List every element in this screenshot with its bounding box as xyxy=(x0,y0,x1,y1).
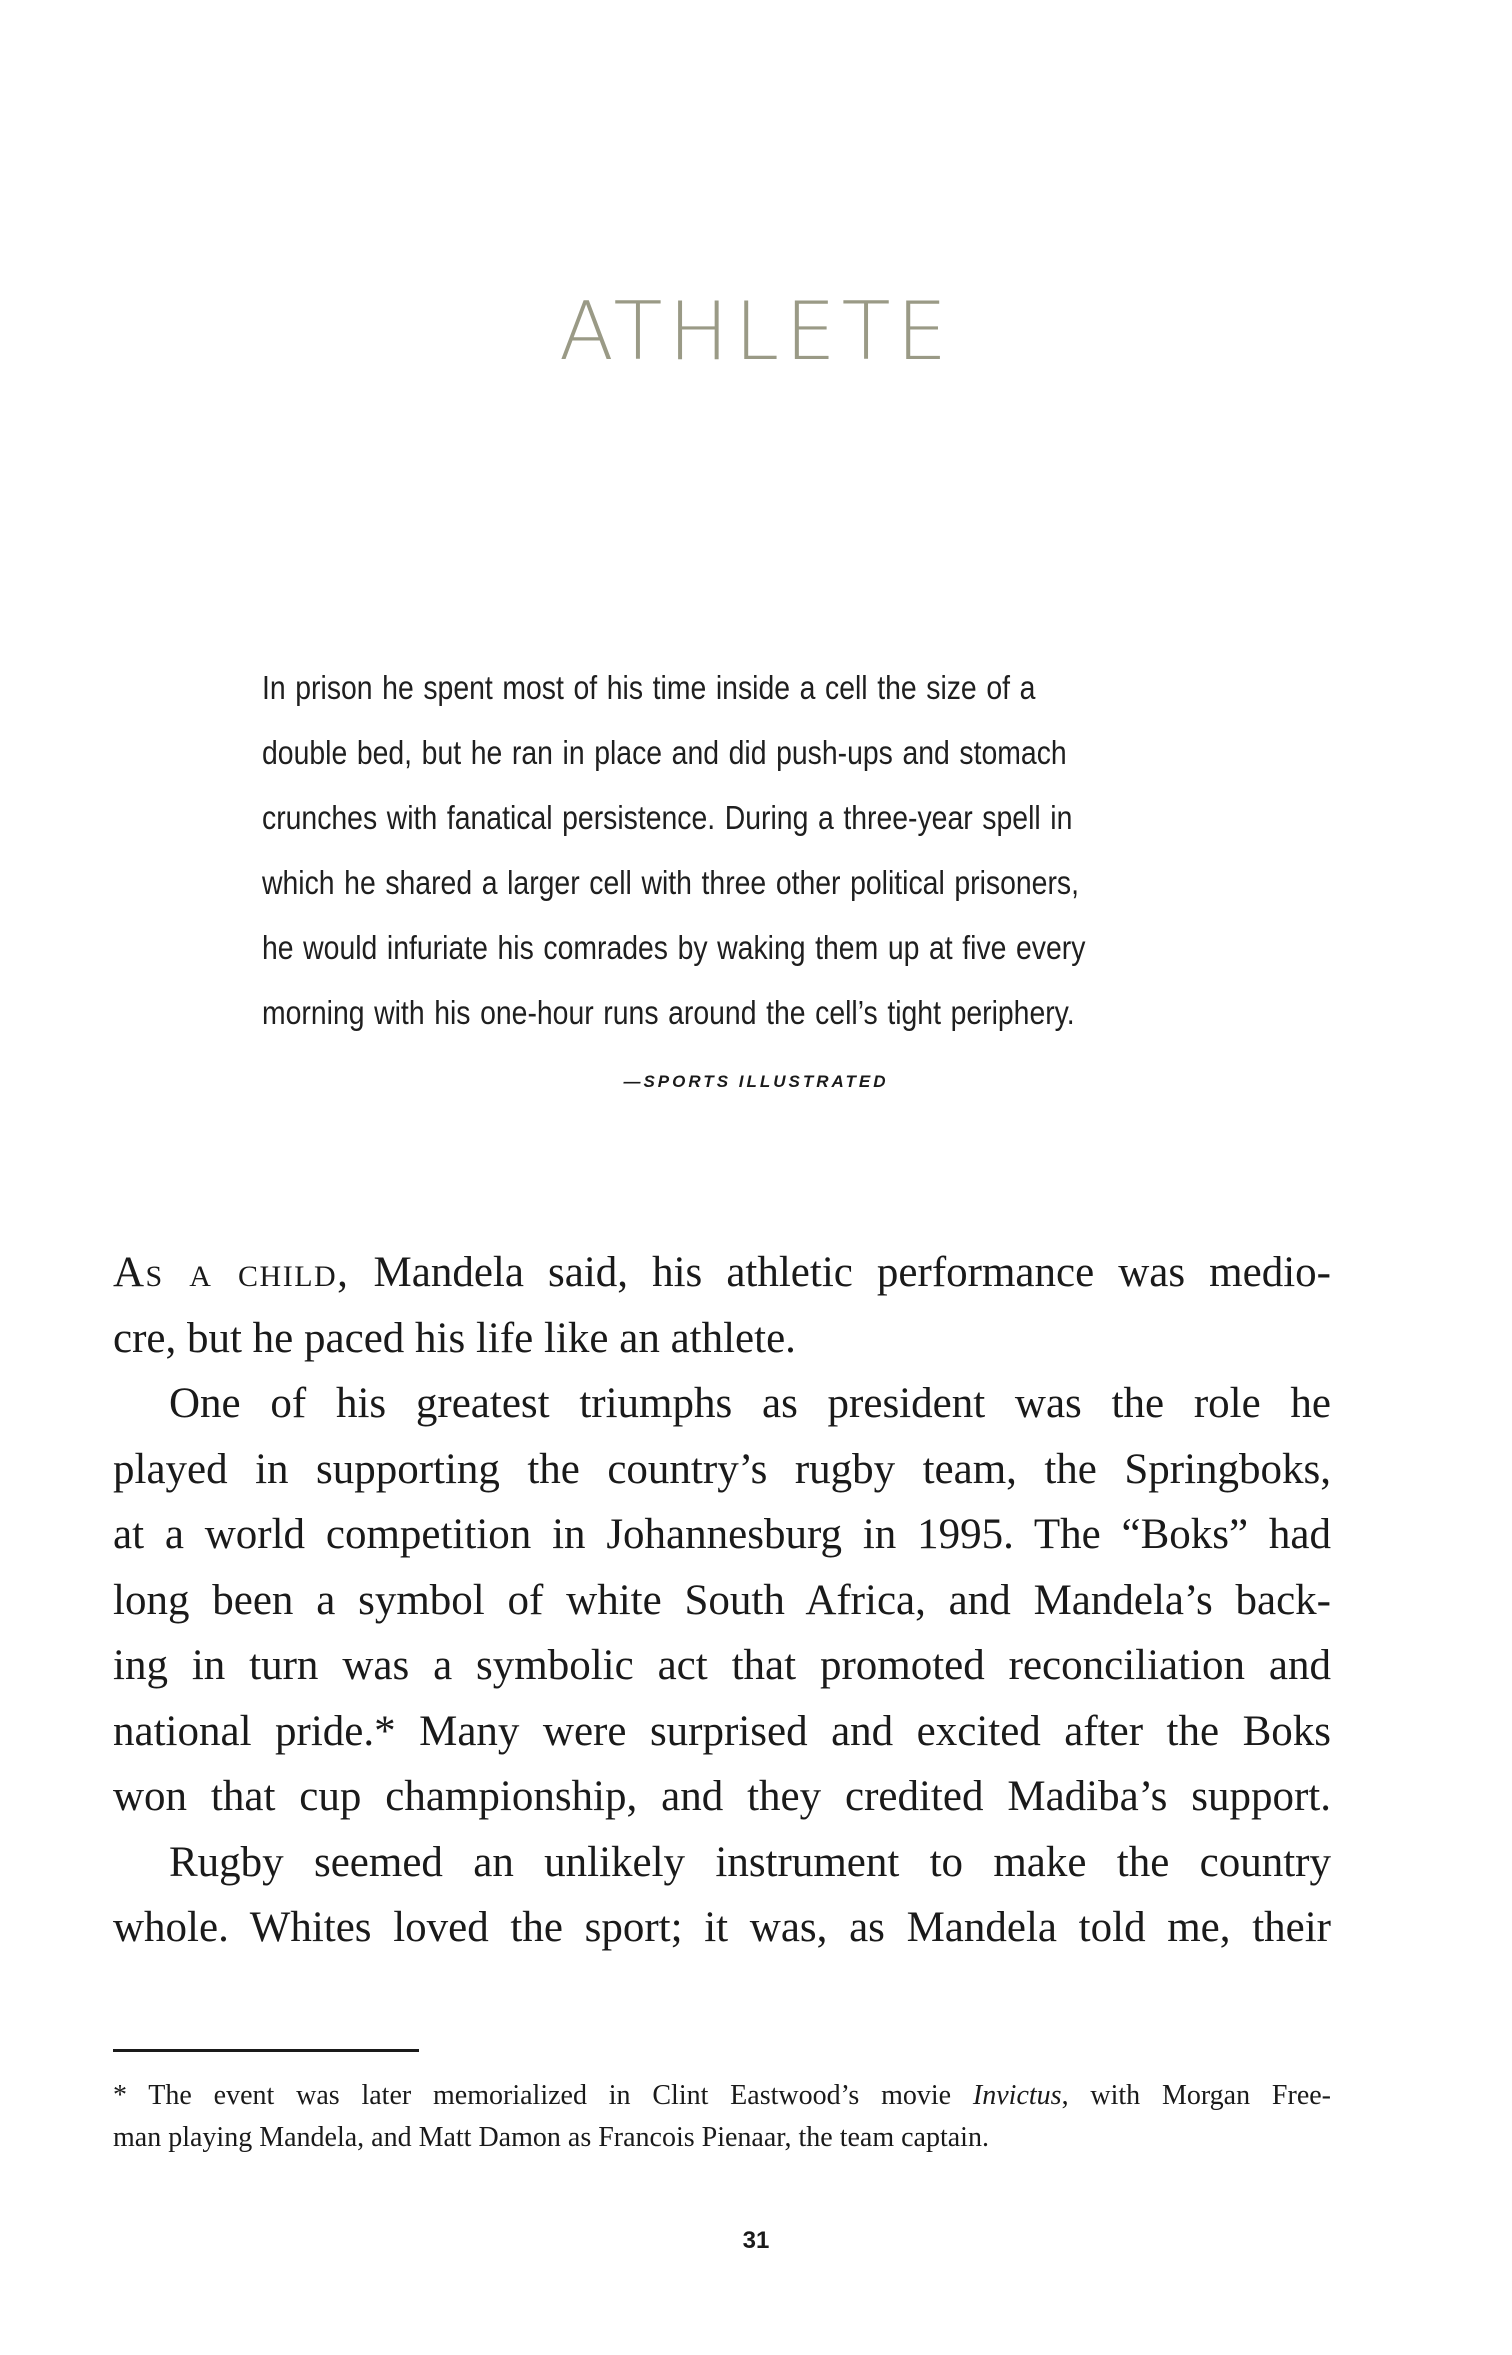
epigraph-line: crunches with fanatical persistence. During a three-year spell in xyxy=(262,799,1073,836)
epigraph-line: In prison he spent most of his time inside a cell the size of a xyxy=(262,669,1036,706)
paragraph-1-line-2: cre, but he paced his life like an athlete. xyxy=(113,1314,796,1362)
paragraph-2-line: played in supporting the country’s rugby team, the Springboks, xyxy=(113,1445,1331,1493)
footnote-text: * The event was later memorialized in Clint Eastwood’s movie xyxy=(113,2080,973,2111)
epigraph-line: he would infuriate his comrades by waking them up at five every xyxy=(262,929,1086,966)
paragraph-2-line: long been a symbol of white South Africa, and Mandela’s back- xyxy=(113,1576,1331,1624)
paragraph-3-line: whole. Whites loved the sport; it was, as Mandela told me, their xyxy=(113,1904,1331,1951)
footnote-movie-title: Invictus xyxy=(972,2080,1062,2111)
footnote xyxy=(113,2075,1331,2159)
epigraph-line: morning with his one-hour runs around the cell’s tight periphery. xyxy=(262,994,1075,1031)
footnote-line-1 xyxy=(113,2075,1331,2117)
epigraph-quote xyxy=(262,655,1122,1045)
footnote-text: , with Morgan Free- xyxy=(1061,2080,1332,2111)
paragraph-2-line: One of his greatest triumphs as president was the role he xyxy=(169,1380,1331,1427)
page-number: 31 xyxy=(742,2227,770,2254)
epigraph-line: which he shared a larger cell with three other political prisoners, xyxy=(262,864,1079,901)
paragraph-2-line: won that cup championship, and they credited Madiba’s support. xyxy=(113,1773,1331,1820)
paragraph-1-line-1-text: Mandela said, his athletic performance was medio- xyxy=(349,1249,1331,1296)
chapter-title: ATHLETE xyxy=(558,285,954,378)
footnote-line-2: man playing Mandela, and Matt Damon as Francois Pienaar, the team captain. xyxy=(113,2122,989,2153)
paragraph-3-line: Rugby seemed an unlikely instrument to make the country xyxy=(169,1838,1331,1886)
paragraph-2-line: ing in turn was a symbolic act that promoted reconciliation and xyxy=(113,1642,1331,1689)
epigraph-line: double bed, but he ran in place and did push-ups and stomach xyxy=(262,734,1067,771)
paragraph-1-line-1 xyxy=(113,1240,1331,1306)
lead-in-smallcaps: As a child, xyxy=(113,1249,350,1296)
footnote-divider xyxy=(113,2049,419,2052)
body-text xyxy=(113,1240,1331,1961)
epigraph-attribution: —SPORTS ILLUSTRATED xyxy=(623,1072,889,1091)
paragraph-2-line: at a world competition in Johannesburg in 1995. The “Boks” had xyxy=(113,1511,1331,1558)
paragraph-2-line: national pride.* Many were surprised and excited after the Boks xyxy=(113,1707,1331,1755)
